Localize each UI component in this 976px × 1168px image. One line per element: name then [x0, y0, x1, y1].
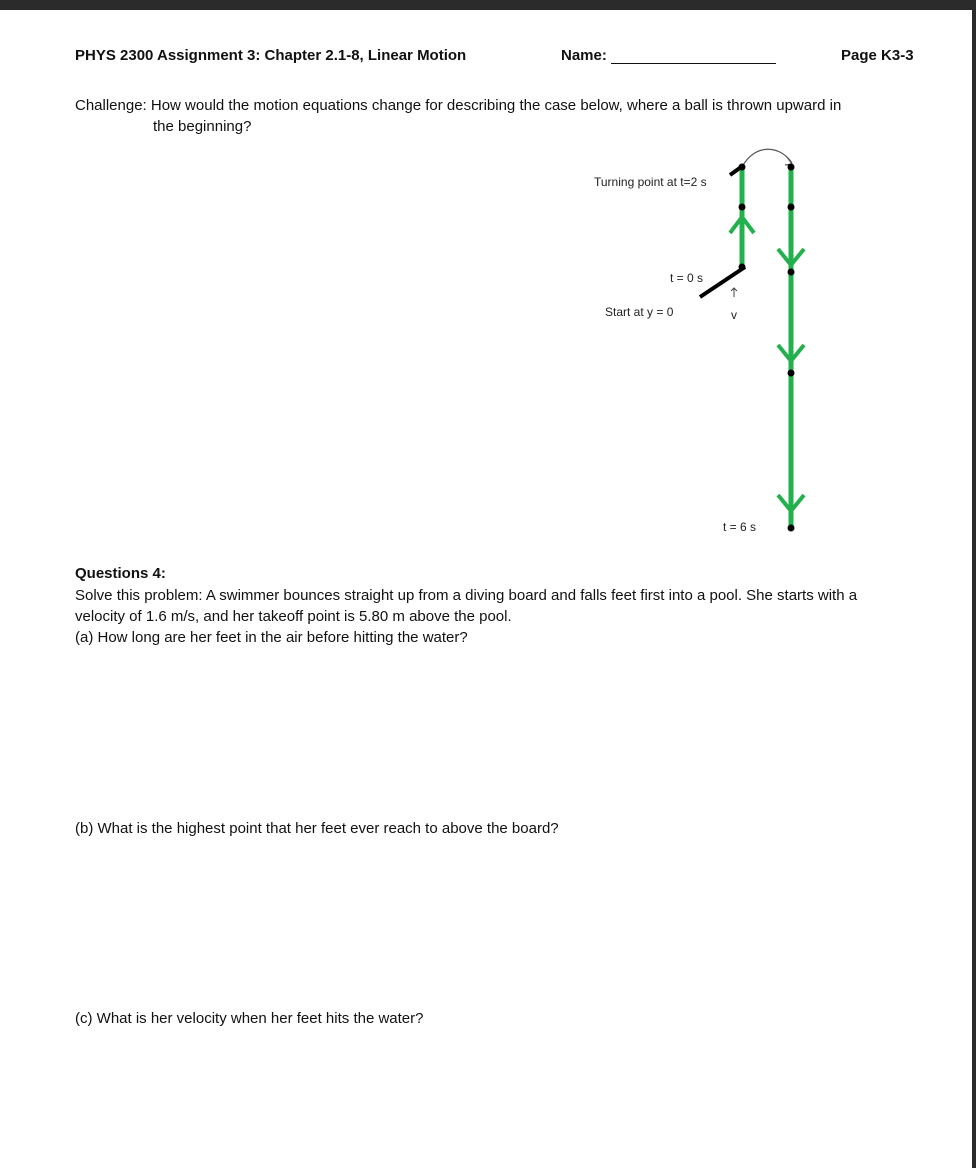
window-right-border: [972, 0, 976, 1168]
challenge-line-1: Challenge: How would the motion equations change for describing the case below, where a ball is thrown upward in: [75, 97, 842, 114]
down-dot-1: [788, 164, 795, 171]
question-body: [75, 585, 935, 648]
t6-label: t = 6 s: [723, 520, 757, 534]
window-top-bar: [0, 0, 976, 10]
question-part-c: (c) What is her velocity when her feet hits the water?: [75, 1010, 424, 1027]
challenge-line-2: the beginning?: [153, 118, 252, 135]
document-page: [0, 10, 972, 1168]
down-dot-2: [788, 204, 795, 211]
question-line-2: velocity of 1.6 m/s, and her takeoff point is 5.80 m above the pool.: [75, 608, 512, 625]
question-part-b: (b) What is the highest point that her feet ever reach to above the board?: [75, 820, 559, 837]
motion-diagram-svg: [580, 145, 820, 545]
challenge-text: [75, 95, 915, 137]
up-dot-3: [739, 264, 746, 271]
page-number: Page K3-3: [841, 47, 914, 64]
start-label: Start at y = 0: [605, 305, 674, 319]
name-blank-line: [611, 49, 776, 64]
question-line-1: Solve this problem: A swimmer bounces straight up from a diving board and falls feet first into a pool. She starts with a: [75, 587, 858, 604]
questions-heading: Questions 4:: [75, 565, 166, 582]
up-dot-2: [739, 204, 746, 211]
start-ramp-marker: [700, 267, 745, 297]
turning-arc: [742, 149, 792, 167]
motion-diagram: [580, 145, 820, 545]
turning-point-label: Turning point at t=2 s: [594, 175, 707, 189]
question-part-a: (a) How long are her feet in the air before hitting the water?: [75, 629, 468, 646]
up-dot-1: [739, 164, 746, 171]
down-dot-4: [788, 370, 795, 377]
name-label: Name:: [561, 47, 607, 64]
down-dot-3: [788, 269, 795, 276]
t0-label: t = 0 s: [670, 271, 704, 285]
name-field: [561, 47, 776, 64]
assignment-title: PHYS 2300 Assignment 3: Chapter 2.1-8, Linear Motion: [75, 47, 467, 64]
velocity-label: v: [731, 308, 737, 322]
down-dot-5: [788, 525, 795, 532]
